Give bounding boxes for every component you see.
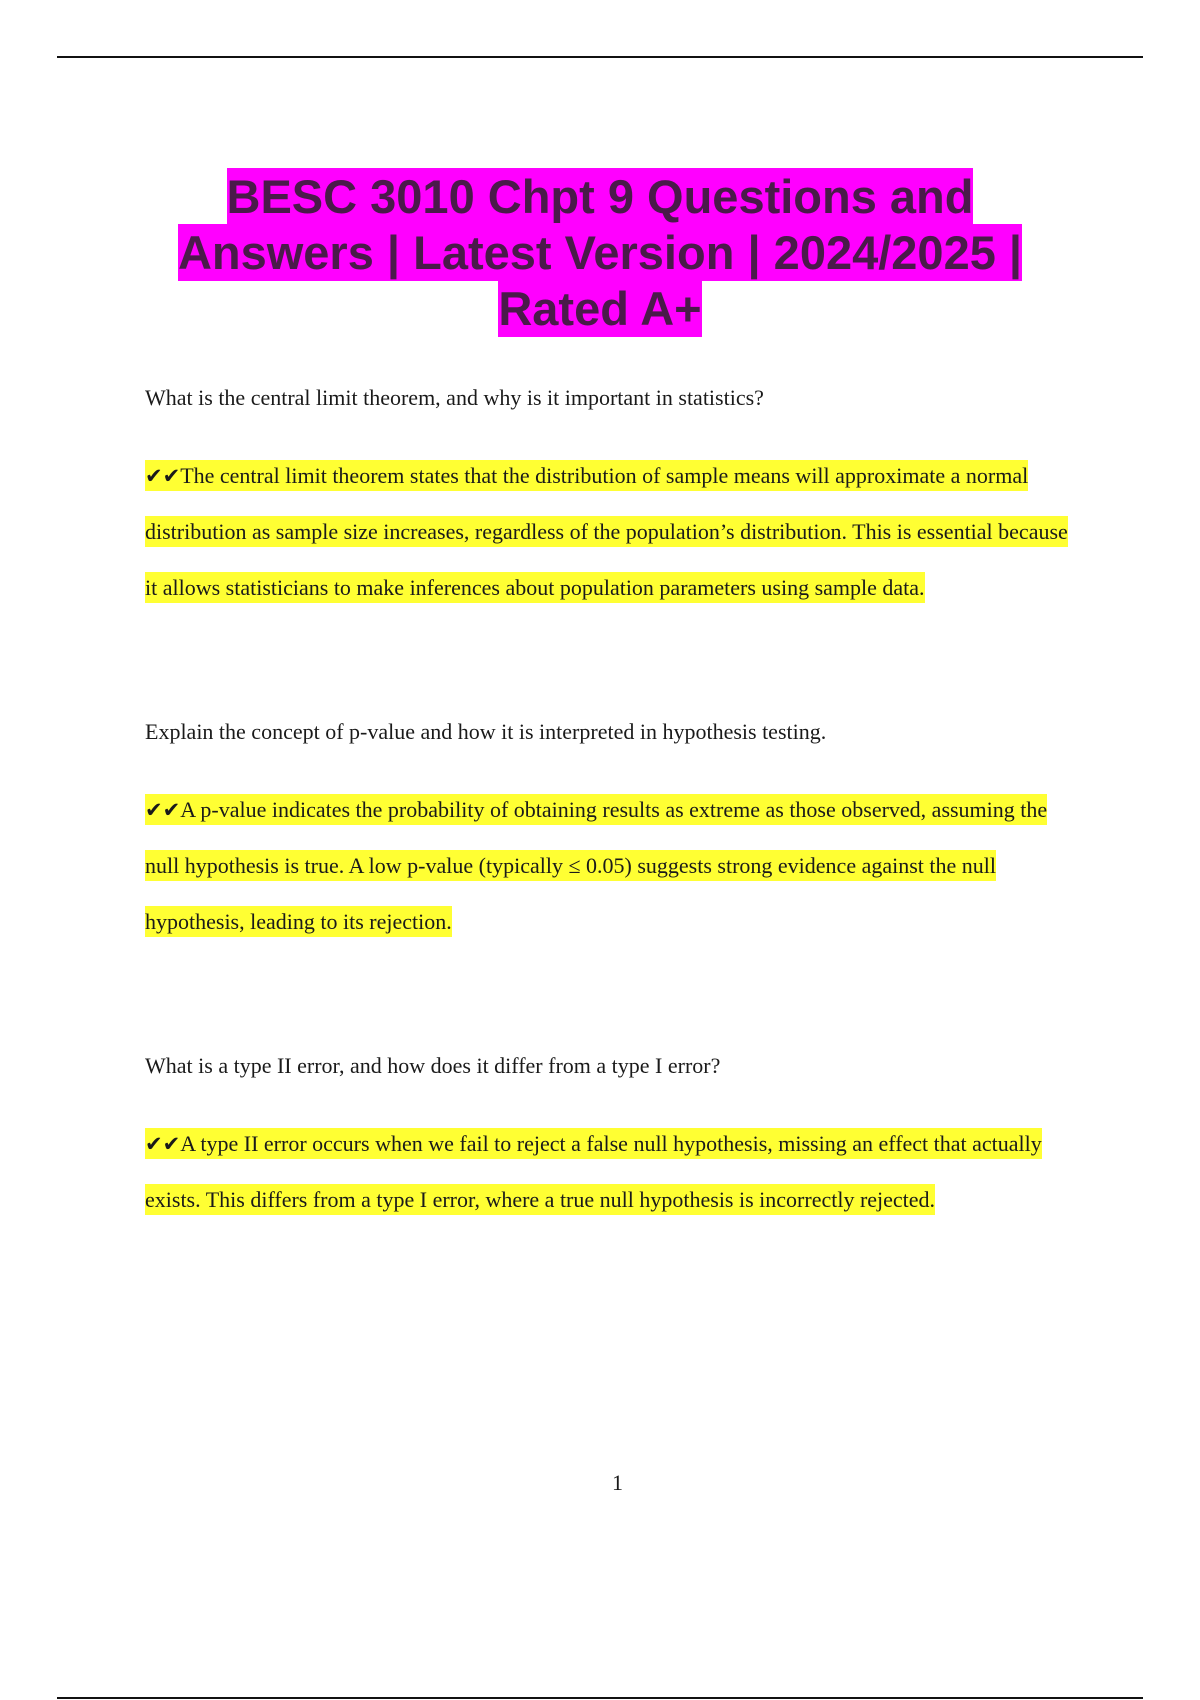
answer-2 <box>145 782 1075 950</box>
double-check-icon: ✔✔ <box>145 798 181 822</box>
document-title-text: BESC 3010 Chpt 9 Questions and Answers | Latest Version | 2024/2025 | Rated A+ <box>177 170 1023 336</box>
top-rule <box>57 56 1143 58</box>
answer-1-highlight <box>145 460 1068 603</box>
document-title <box>150 169 1050 337</box>
answer-3-text: A type II error occurs when we fail to reject a false null hypothesis, missing an effect that actually exists. This differs from a type I error, where a true null hypothesis is incorrectly rejected. <box>145 1131 1042 1212</box>
qa-list <box>145 380 1075 1228</box>
bottom-rule <box>57 1697 1143 1699</box>
question-1: What is the central limit theorem, and why is it important in statistics? <box>145 385 764 410</box>
double-check-icon: ✔✔ <box>145 464 181 488</box>
answer-2-highlight <box>145 794 1047 937</box>
answer-3-highlight <box>145 1128 1042 1215</box>
answer-2-text: A p-value indicates the probability of obtaining results as extreme as those observed, assuming the null hypothesis is true. A low p-value (typically ≤ 0.05) suggests strong evidence against the null hypothesis, leading to its rejection. <box>145 797 1048 934</box>
page-number: 1 <box>612 1470 623 1495</box>
qa-item-2 <box>145 714 1075 950</box>
answer-1 <box>145 448 1075 616</box>
qa-item-1 <box>145 380 1075 616</box>
question-3: What is a type II error, and how does it differ from a type I error? <box>145 1053 721 1078</box>
answer-1-text: The central limit theorem states that the distribution of sample means will approximate a normal distribution as sample size increases, regardless of the population’s distribution. This is essential because it allows statisticians to make inferences about population parameters using sample data. <box>145 463 1068 600</box>
answer-3 <box>145 1116 1075 1228</box>
question-2: Explain the concept of p-value and how it is interpreted in hypothesis testing. <box>145 719 827 744</box>
double-check-icon: ✔✔ <box>145 1132 181 1156</box>
qa-item-3 <box>145 1048 1075 1228</box>
